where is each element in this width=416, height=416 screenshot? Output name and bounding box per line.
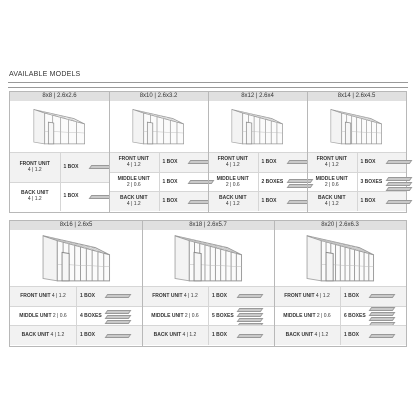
box-quantity: 1 BOX — [344, 332, 360, 339]
unit-name: MIDDLE UNIT — [117, 175, 150, 182]
unit-size: 4 | 1.2 — [315, 292, 330, 299]
unit-label — [307, 195, 357, 207]
unit-size: 2 | 0.6 — [324, 181, 339, 188]
title-divider-2 — [8, 87, 408, 88]
unit-label — [208, 156, 258, 168]
model-column — [10, 92, 109, 212]
model-size-header: 8x10 | 2.6x3.2 — [109, 92, 208, 101]
box-quantity: 4 BOXES — [80, 312, 102, 319]
box-quantity: 3 BOXES — [360, 178, 383, 185]
cell-divider — [258, 172, 259, 192]
sunroom-illustration — [32, 102, 86, 150]
unit-size: 4 | 1.2 — [225, 161, 240, 168]
model-column — [274, 221, 406, 346]
column-divider — [109, 92, 110, 212]
unit-label — [142, 313, 208, 319]
model-size-header: 8x20 | 2.6x6.3 — [274, 221, 406, 230]
cell-divider — [340, 306, 341, 326]
unit-size: 4 | 1.2 — [126, 161, 141, 168]
unit-label — [142, 332, 208, 338]
title-divider — [8, 82, 408, 83]
box-package-icon — [238, 294, 262, 299]
unit-size: 2 | 0.6 — [52, 312, 67, 319]
cell-divider — [357, 172, 358, 192]
sunroom-illustration — [131, 102, 185, 150]
unit-name: BACK UNIT — [21, 332, 50, 339]
unit-size: 4 | 1.2 — [126, 201, 141, 208]
unit-label — [274, 293, 340, 299]
model-column — [109, 92, 208, 212]
unit-label — [142, 293, 208, 299]
box-quantity: 1 BOX — [80, 332, 96, 339]
box-quantity: 1 BOX — [63, 193, 79, 200]
box-quantity: 1 BOX — [162, 178, 178, 185]
unit-name: FRONT UNIT — [118, 155, 149, 162]
section-title: AVAILABLE MODELS — [9, 71, 81, 78]
box-quantity: 5 BOXES — [212, 312, 234, 319]
unit-name: MIDDLE UNIT — [315, 175, 348, 182]
model-column — [208, 92, 307, 212]
unit-label — [109, 195, 159, 207]
model-column — [142, 221, 274, 346]
box-quantity: 1 BOX — [162, 198, 178, 205]
bottom-models-table — [9, 220, 407, 347]
unit-label — [10, 313, 76, 319]
unit-name: MIDDLE UNIT — [216, 175, 249, 182]
cell-divider — [258, 152, 259, 172]
cell-divider — [76, 325, 77, 345]
unit-name: FRONT UNIT — [316, 155, 347, 162]
box-quantity: 1 BOX — [261, 158, 277, 165]
unit-name: BACK UNIT — [285, 332, 314, 339]
box-quantity: 1 BOX — [261, 198, 277, 205]
unit-name: FRONT UNIT — [20, 292, 51, 299]
unit-label — [10, 161, 60, 173]
unit-label — [10, 293, 76, 299]
sunroom-illustration — [40, 231, 113, 283]
cell-divider — [340, 325, 341, 345]
unit-size: 4 | 1.2 — [27, 196, 42, 203]
unit-name: MIDDLE UNIT — [19, 312, 52, 319]
unit-name: FRONT UNIT — [19, 160, 50, 167]
top-models-table — [9, 91, 407, 213]
unit-size: 2 | 0.6 — [126, 181, 141, 188]
cell-divider — [159, 191, 160, 211]
unit-label — [10, 190, 60, 202]
model-size-header: 8x12 | 2.6x4 — [208, 92, 307, 101]
unit-size: 2 | 0.6 — [225, 181, 240, 188]
unit-name: MIDDLE UNIT — [283, 312, 316, 319]
sunroom-illustration — [304, 231, 377, 283]
column-divider — [208, 92, 209, 212]
unit-size: 4 | 1.2 — [324, 201, 339, 208]
model-size-header: 8x8 | 2.6x2.6 — [10, 92, 109, 101]
cell-divider — [76, 286, 77, 306]
box-package-icon — [387, 200, 411, 205]
box-package-icon — [370, 294, 394, 299]
unit-size: 4 | 1.2 — [50, 332, 65, 339]
unit-size: 4 | 1.2 — [27, 166, 42, 173]
model-size-header: 8x16 | 2.6x5 — [10, 221, 142, 230]
unit-size: 2 | 0.6 — [184, 312, 199, 319]
model-size-header: 8x14 | 2.6x4.5 — [307, 92, 406, 101]
cell-divider — [60, 152, 61, 182]
unit-name: BACK UNIT — [120, 195, 148, 202]
unit-size: 2 | 0.6 — [316, 312, 331, 319]
box-package-icon — [387, 177, 411, 192]
box-quantity: 1 BOX — [360, 198, 376, 205]
unit-name: FRONT UNIT — [152, 292, 183, 299]
unit-name: BACK UNIT — [219, 195, 247, 202]
unit-size: 4 | 1.2 — [324, 161, 339, 168]
unit-size: 4 | 1.2 — [51, 292, 66, 299]
unit-label — [307, 156, 357, 168]
unit-size: 4 | 1.2 — [225, 201, 240, 208]
unit-label — [274, 332, 340, 338]
box-quantity: 1 BOX — [212, 332, 228, 339]
box-quantity: 2 BOXES — [261, 178, 284, 185]
unit-name: MIDDLE UNIT — [151, 312, 184, 319]
box-quantity: 1 BOX — [360, 158, 376, 165]
unit-name: BACK UNIT — [318, 195, 346, 202]
cell-divider — [258, 191, 259, 211]
unit-name: BACK UNIT — [21, 190, 49, 197]
cell-divider — [357, 152, 358, 172]
box-quantity: 6 BOXES — [344, 312, 366, 319]
unit-label — [109, 156, 159, 168]
unit-label — [10, 332, 76, 338]
cell-divider — [159, 172, 160, 192]
box-package-icon — [106, 334, 130, 339]
box-quantity: 1 BOX — [344, 292, 360, 299]
box-package-icon — [387, 160, 411, 165]
sunroom-illustration — [230, 102, 284, 150]
box-quantity: 1 BOX — [162, 158, 178, 165]
unit-name: BACK UNIT — [153, 332, 182, 339]
sunroom-illustration — [329, 102, 383, 150]
box-package-icon — [238, 334, 262, 339]
box-package-icon — [370, 334, 394, 339]
cell-divider — [60, 182, 61, 212]
cell-divider — [76, 306, 77, 326]
cell-divider — [208, 286, 209, 306]
model-column — [307, 92, 406, 212]
cell-divider — [208, 306, 209, 326]
unit-label — [208, 176, 258, 188]
sunroom-illustration — [172, 231, 245, 283]
column-divider — [274, 221, 275, 346]
column-divider — [142, 221, 143, 346]
cell-divider — [208, 325, 209, 345]
column-divider — [307, 92, 308, 212]
box-quantity: 1 BOX — [63, 163, 79, 170]
unit-size: 4 | 1.2 — [183, 292, 198, 299]
unit-label — [274, 313, 340, 319]
unit-label — [307, 176, 357, 188]
unit-size: 4 | 1.2 — [182, 332, 197, 339]
cell-divider — [340, 286, 341, 306]
model-column — [10, 221, 142, 346]
model-size-header: 8x18 | 2.6x5.7 — [142, 221, 274, 230]
unit-label — [109, 176, 159, 188]
cell-divider — [357, 191, 358, 211]
box-quantity: 1 BOX — [212, 292, 228, 299]
box-quantity: 1 BOX — [80, 292, 96, 299]
cell-divider — [159, 152, 160, 172]
unit-name: FRONT UNIT — [284, 292, 315, 299]
unit-size: 4 | 1.2 — [314, 332, 329, 339]
box-package-icon — [106, 294, 130, 299]
unit-name: FRONT UNIT — [217, 155, 248, 162]
unit-label — [208, 195, 258, 207]
